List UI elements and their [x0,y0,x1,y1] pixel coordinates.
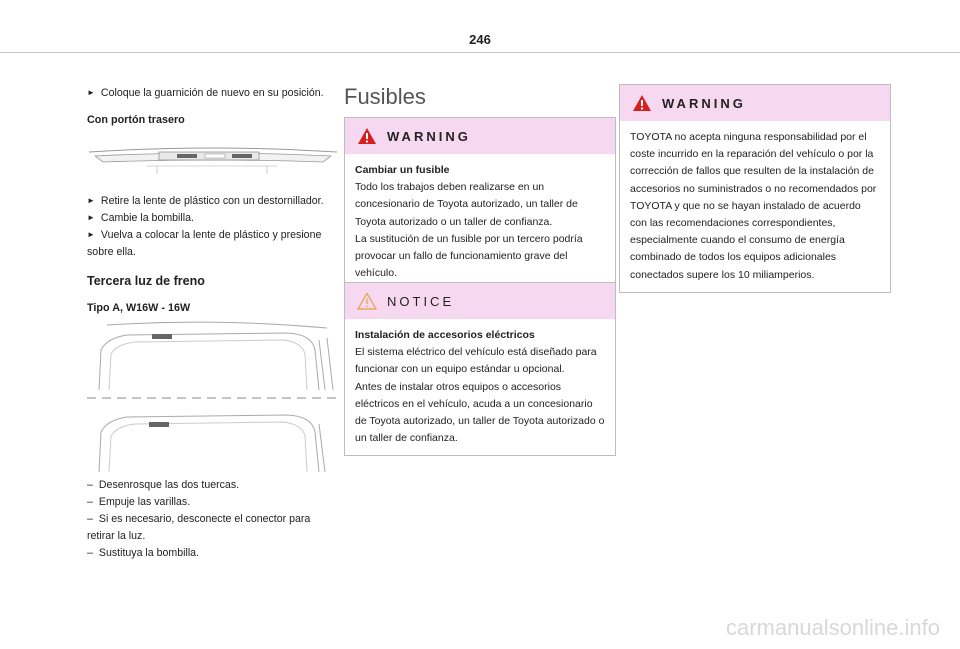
rear-step-1: ► Retire la lente de plástico con un destornillador. [87,193,339,210]
page-number: 246 [469,32,491,47]
third-step-2: – Empuje las varillas. [87,494,339,511]
heading-type-a: Tipo A, W16W - 16W [87,302,191,314]
warning-triangle-icon-2 [632,94,652,112]
third-brake-light-illustration [87,320,339,475]
notice-label: NOTICE [387,293,455,309]
heading-third-brake-light: Tercera luz de freno [87,274,205,288]
third-step-3: – Si es necesario, desconecte el conector para retirar la luz. [87,511,339,545]
warning-text-3: TOYOTA no acepta ninguna responsabilidad por el coste incurrido en la reparación del vehículo o por la corrección de fallos que resulten de la instalación de accesorios no suministrados o no recomendados por TOYOTA y que no se hayan instalado de acuerdo con las recomendaciones correspondientes, especialmente cuando el consumo de energía combinado de todos los equipos adicionales conectados supere los 10 miliamperios. [630,131,877,281]
notice-text: El sistema eléctrico del vehículo está diseñado para funcionar con un equipo estándar u opcional. [355,346,597,376]
warning-label: WARNING [387,128,471,144]
section-title-fuses: Fusibles [344,84,426,109]
rear-step-3: ► Vuelva a colocar la lente de plástico y presione sobre ella. [87,227,339,261]
step-replace-trim: ► Coloque la guarnición de nuevo en su posición. [87,85,339,102]
warning-triangle-icon [357,127,377,145]
notice-title: Instalación de accesorios eléctricos [355,329,535,341]
warning-text: Todo los trabajos deben realizarse en un concesionario de Toyota autorizado, un taller de Toyota autorizado o un taller de confianza. [355,181,578,228]
warning-label-2: WARNING [662,95,746,111]
warning-box-fuse [344,117,616,291]
heading-rear-gate: Con portón trasero [87,114,185,126]
watermark: carmanualsonline.info [725,615,940,640]
rear-gate-lamp-illustration [87,142,339,182]
notice-text-2: Antes de instalar otros equipos o accesorios eléctricos en el vehículo, acuda a un concesionario de Toyota autorizado, un taller de Toyota autorizado o un taller de confianza. [355,380,605,445]
warning-box-responsibility [619,84,891,293]
third-step-4: – Sustituya la bombilla. [87,545,339,562]
notice-triangle-icon [357,292,377,310]
header-rule [0,52,960,53]
third-step-1: – Desenrosque las dos tuercas. [87,477,339,494]
warning-header-2 [620,85,890,121]
warning-header [345,118,615,154]
notice-box-accessories [344,282,616,456]
column-left [87,80,339,559]
warning-text-2: La sustitución de un fusible por un tercero podría provocar un fallo de funcionamiento grave del vehículo. [355,232,583,280]
notice-header [345,283,615,319]
rear-step-2: ► Cambie la bombilla. [87,210,339,227]
column-middle [344,80,616,445]
warning-title: Cambiar un fusible [355,164,450,176]
